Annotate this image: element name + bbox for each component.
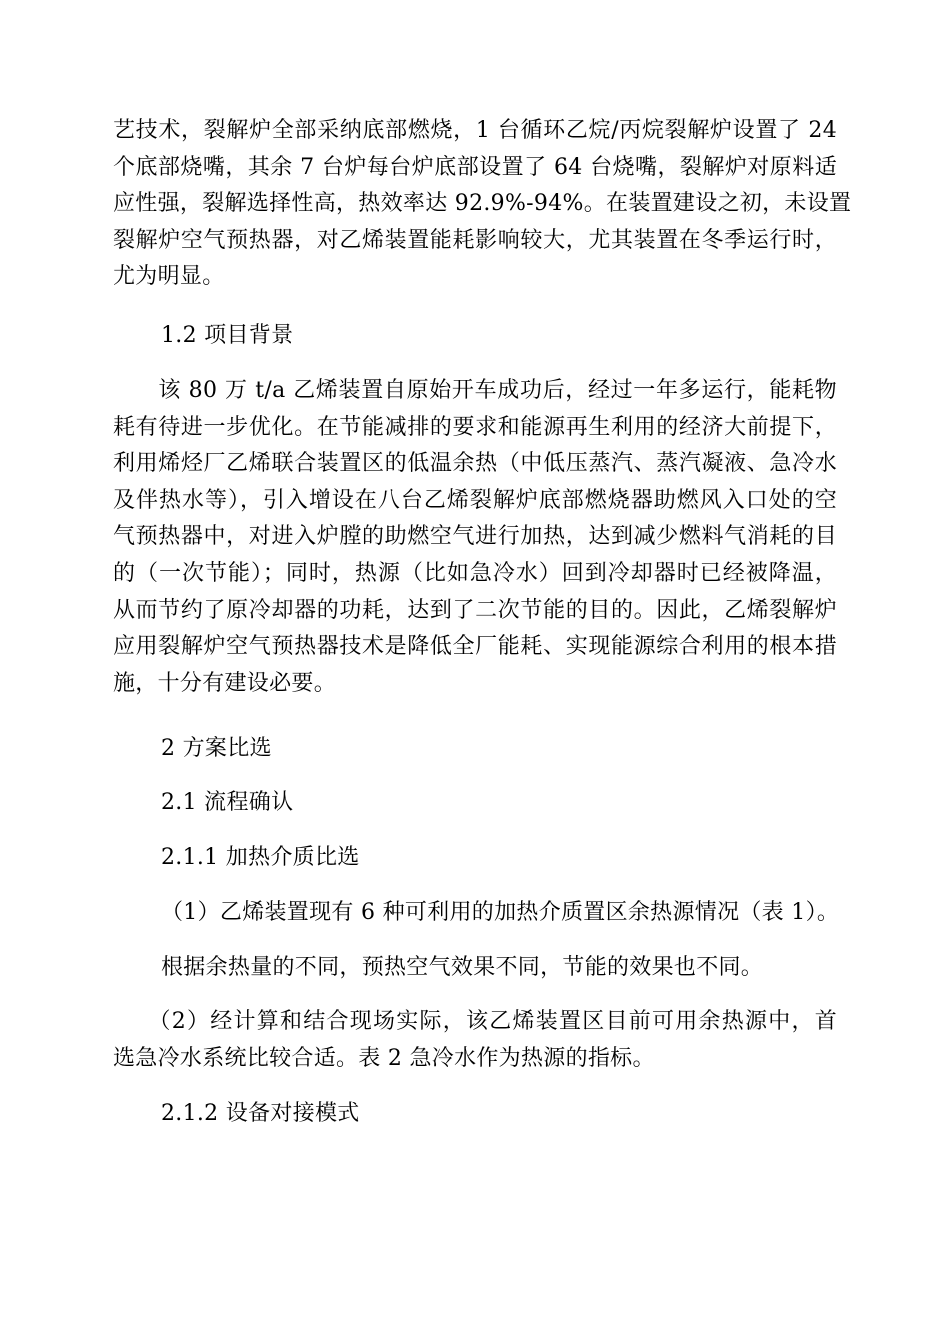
text-line: 应用裂解炉空气预热器技术是降低全厂能耗、实现能源综合利用的根本措 xyxy=(113,634,837,660)
text-line: 从而节约了原冷却器的功耗，达到了二次节能的目的。因此，乙烯裂解炉 xyxy=(113,597,837,623)
text-line: 应性强，裂解选择性高，热效率达 92.9%-94%。在装置建设之初，未设置 xyxy=(113,191,852,217)
text-line: 该 80 万 t/a 乙烯装置自原始开车成功后，经过一年多运行，能耗物 xyxy=(113,378,837,403)
text-line: 个底部烧嘴，其余 7 台炉每台炉底部设置了 64 台烧嘴，裂解炉对原料适 xyxy=(113,154,837,180)
text-line: 利用烯烃厂乙烯联合装置区的低温余热（中低压蒸汽、蒸汽凝液、急冷水 xyxy=(113,451,837,477)
text-line: 及伴热水等），引入增设在八台乙烯裂解炉底部燃烧器助燃风入口处的空 xyxy=(113,487,837,513)
section-heading-2-1-2: 2.1.2 设备对接模式 xyxy=(161,1101,360,1126)
text-line: 尤为明显。 xyxy=(113,264,225,290)
section-heading-2-1-1: 2.1.1 加热介质比选 xyxy=(161,845,360,870)
text-line: 裂解炉空气预热器，对乙烯装置能耗影响较大，尤其装置在冬季运行时， xyxy=(113,227,837,253)
list-item-1-note: 根据余热量的不同，预热空气效果不同，节能的效果也不同。 xyxy=(161,955,764,980)
text-line: 艺技术，裂解炉全部采纳底部燃烧，1 台循环乙烷/丙烷裂解炉设置了 24 xyxy=(113,118,837,143)
list-item-1: （1）乙烯装置现有 6 种可利用的加热介质置区余热源情况（表 1）。 xyxy=(161,900,840,925)
section-heading-1-2: 1.2 项目背景 xyxy=(161,323,294,348)
text-line: 耗有待进一步优化。在节能减排的要求和能源再生利用的经济大前提下， xyxy=(113,414,837,440)
paragraph-furnace-description xyxy=(113,113,852,296)
section-heading-2: 2 方案比选 xyxy=(161,736,272,761)
paragraph-item-2 xyxy=(113,1004,837,1077)
section-heading-2-1: 2.1 流程确认 xyxy=(161,790,294,815)
text-line: （2）经计算和结合现场实际，该乙烯装置区目前可用余热源中，首 xyxy=(113,1009,837,1034)
text-line: 的（一次节能）；同时，热源（比如急冷水）回到冷却器时已经被降温， xyxy=(113,560,837,586)
text-line: 气预热器中，对进入炉膛的助燃空气进行加热，达到减少燃料气消耗的目 xyxy=(113,524,837,550)
text-line: 施，十分有建设必要。 xyxy=(113,670,337,696)
paragraph-project-background xyxy=(113,373,837,702)
text-line: 选急冷水系统比较合适。表 2 急冷水作为热源的指标。 xyxy=(113,1045,655,1071)
